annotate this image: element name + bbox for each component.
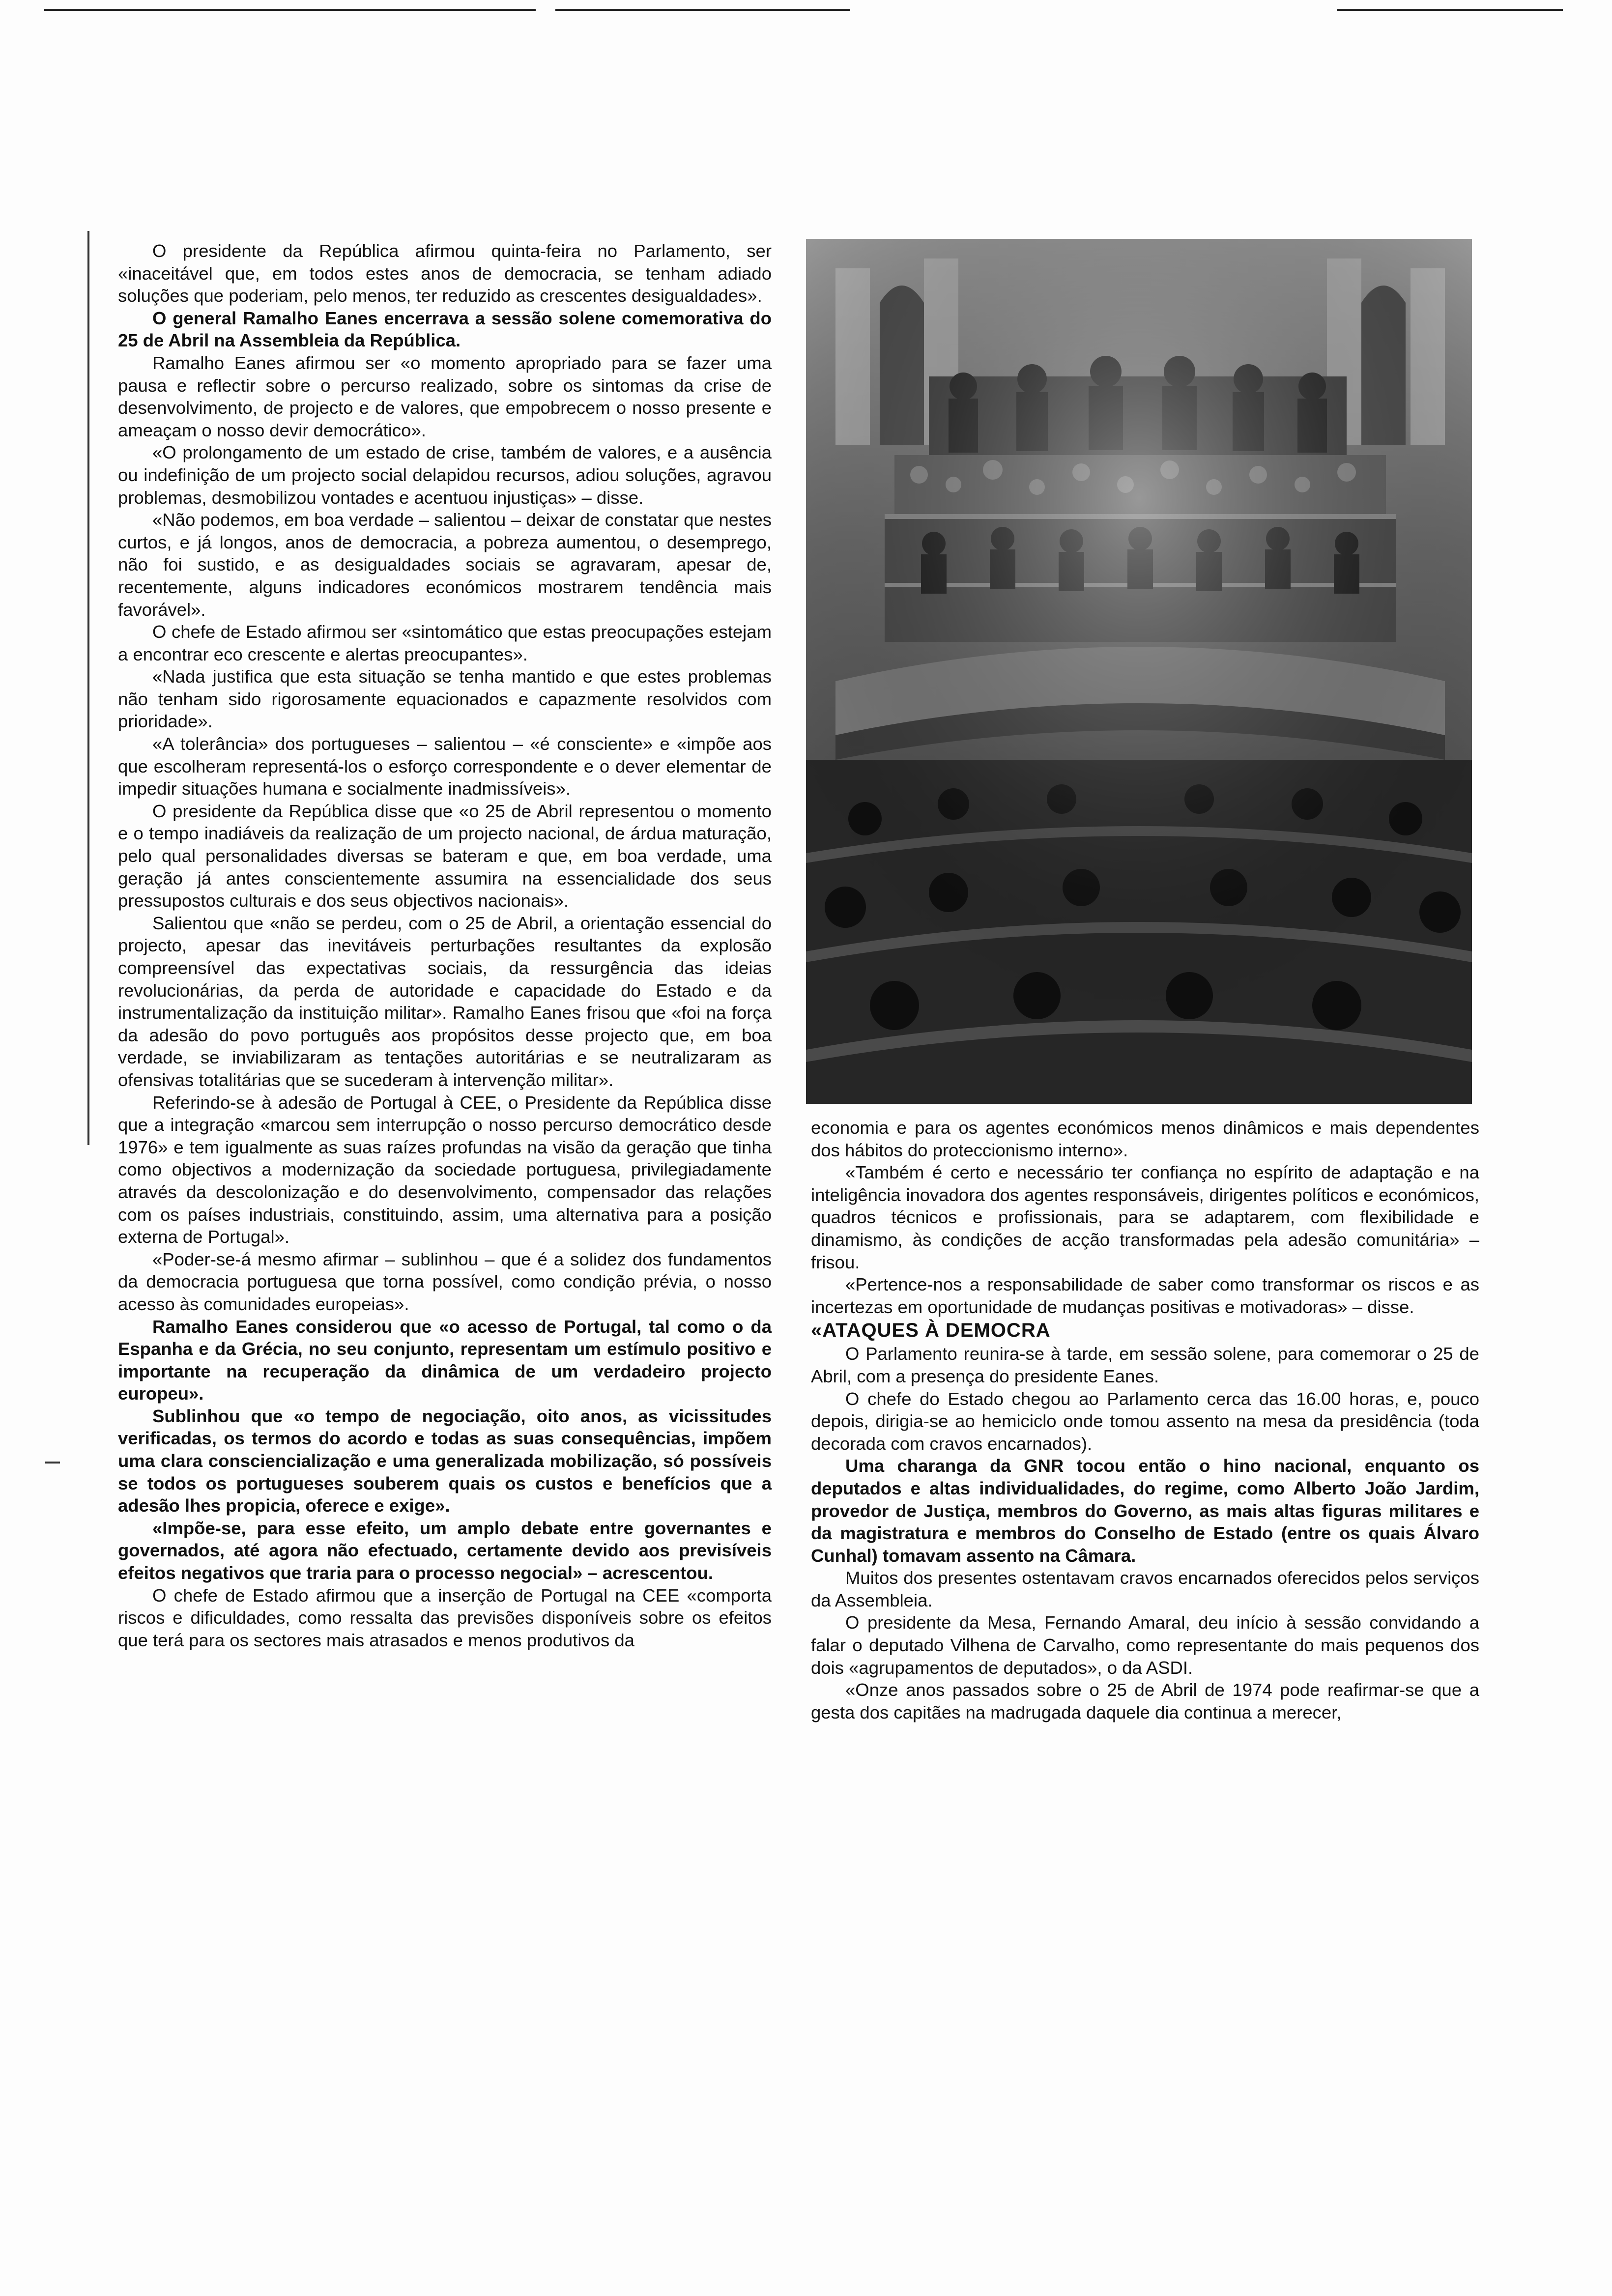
- article-paragraph: «Impõe-se, para esse efeito, um amplo debate entre governantes e governados, até agora não efectuado, certamente devido aos previsíveis efeitos negativos que traria para o processo negocial» – acrescentou.: [118, 1518, 772, 1583]
- parliament-chamber-photo: [806, 239, 1472, 1104]
- article-paragraph: O general Ramalho Eanes encerrava a sessão solene comemorativa do 25 de Abril na Assembleia da República.: [118, 308, 772, 351]
- scan-mark: [45, 1462, 60, 1464]
- scan-edge-line: [1337, 9, 1563, 11]
- article-paragraph: Muitos dos presentes ostentavam cravos encarnados oferecidos pelos serviços da Assembleia.: [811, 1568, 1479, 1610]
- article-right-column: [811, 1117, 1479, 1723]
- article-paragraph: Ramalho Eanes considerou que «o acesso de Portugal, tal como o da Espanha e da Grécia, no seu conjunto, representam um estímulo positivo e importante na recuperação da dinâmica de um verdadeiro projecto europeu».: [118, 1316, 772, 1404]
- article-paragraph: «Poder-se-á mesmo afirmar – sublinhou – que é a solidez dos fundamentos da democracia portuguesa que torna possível, como condição prévia, o nosso acesso às comunidades europeias».: [118, 1249, 772, 1314]
- article-paragraph: Ramalho Eanes afirmou ser «o momento apropriado para se fazer uma pausa e reflectir sobre o percurso realizado, sobre os sintomas da crise de desenvolvimento, de projecto e de valores, que empobrecem o nosso presente e ameaçam o nosso devir democrático».: [118, 352, 772, 440]
- article-paragraph: Sublinhou que «o tempo de negociação, oito anos, as vicissitudes verificadas, os termos do acordo e todas as suas consequências, impõem uma clara consciencialização e uma generalizada mobilização, só possíveis se todos os portugueses souberem quais os custos e benefícios que a adesão lhes propicia, oferece e exige».: [118, 1406, 772, 1516]
- scan-edge-line: [44, 9, 536, 11]
- article-paragraph: Uma charanga da GNR tocou então o hino nacional, enquanto os deputados e altas individualidades, do regime, como Alberto João Jardim, provedor de Justiça, membros do Governo, as mais altas figuras militares e da magistratura e membros do Conselho de Estado (entre os quais Álvaro Cunhal) tomavam assento na Câmara.: [811, 1456, 1479, 1566]
- article-paragraph: Referindo-se à adesão de Portugal à CEE, o Presidente da República disse que a integração «marcou sem interrupção o nosso percurso democrático desde 1976» e tem igualmente as suas raízes profundas na visão da geração que tinha como objectivos a modernização da sociedade portuguesa, privilegiadamente através da descolonização e do desenvolvimento, compensador das relações com os países industriais, constituindo, assim, uma alternativa para a posição externa de Portugal».: [118, 1092, 772, 1247]
- article-paragraph: O presidente da Mesa, Fernando Amaral, deu início à sessão convidando a falar o deputado Vilhena de Carvalho, como representante do mais pequenos dos dois «agrupamentos de deputados», o da ASDI.: [811, 1612, 1479, 1678]
- article-paragraph: economia e para os agentes económicos menos dinâmicos e mais dependentes dos hábitos do proteccionismo interno».: [811, 1118, 1479, 1160]
- article-left-column: [118, 240, 772, 1651]
- column-rule: [87, 231, 89, 1145]
- article-paragraph: «Não podemos, em boa verdade – salientou – deixar de constatar que nestes curtos, e já longos, anos de democracia, a pobreza aumentou, o desemprego, não foi sustido, e as desigualdades sociais se agravaram, apesar de, recentemente, alguns indicadores económicos mostrarem tendência mais favorável».: [118, 510, 772, 620]
- article-paragraph: «Pertence-nos a responsabilidade de saber como transformar os riscos e as incertezas em oportunidade de mudanças positivas e motivadoras» – disse.: [811, 1274, 1479, 1317]
- article-paragraph: «A tolerância» dos portugueses – salientou – «é consciente» e «impõe aos que escolheram representá-los o esforço correspondente e o dever elementar de impedir situações humana e socialmente inadmissíveis».: [118, 734, 772, 799]
- article-paragraph: «Nada justifica que esta situação se tenha mantido e que estes problemas não tenham sido rigorosamente equacionados e capazmente resolvidos com prioridade».: [118, 666, 772, 732]
- article-paragraph: «Também é certo e necessário ter confiança no espírito de adaptação e na inteligência inovadora dos agentes responsáveis, dirigentes políticos e económicos, quadros técnicos e profissionais, para se adaptarem, com flexibilidade e dinamismo, às condições de acção transformadas pela adesão comunitária» – frisou.: [811, 1162, 1479, 1272]
- article-paragraph: O chefe de Estado afirmou que a inserção de Portugal na CEE «comporta riscos e dificuldades, como ressalta das previsões disponíveis sobre os efeitos que terá para os sectores mais atrasados e menos produtivos da: [118, 1585, 772, 1650]
- scan-edge-line: [555, 9, 850, 11]
- article-paragraph: Salientou que «não se perdeu, com o 25 de Abril, a orientação essencial do projecto, apesar das inevitáveis perturbações resultantes da explosão compreensível das expectativas sociais, da ressurgência das ideias revolucionárias, da perda de autoridade e capacidade do Estado e da instrumentalização da instituição militar». Ramalho Eanes frisou que «foi na força da adesão do povo português aos propósitos desse projecto que, em boa verdade, se inviabilizaram as tentações autoritárias e se neutralizaram as ofensivas totalitárias que se sucederam à intervenção militar».: [118, 913, 772, 1090]
- article-paragraph: «Onze anos passados sobre o 25 de Abril de 1974 pode reafirmar-se que a gesta dos capitães na madrugada daquele dia continua a merecer,: [811, 1680, 1479, 1722]
- article-paragraph: O Parlamento reunira-se à tarde, em sessão solene, para comemorar o 25 de Abril, com a presença do presidente Eanes.: [811, 1344, 1479, 1386]
- article-paragraph: O presidente da República afirmou quinta-feira no Parlamento, ser «inaceitável que, em todos estes anos de democracia, se tenham adiado soluções que poderiam, pelo menos, ter reduzido as crescentes desigualdades».: [118, 241, 772, 306]
- section-heading: «ATAQUES À DEMOCRA: [811, 1320, 1051, 1342]
- article-paragraph: «O prolongamento de um estado de crise, também de valores, e a ausência ou indefinição de um projecto social delapidou recursos, adiou soluções, agravou problemas, desmobilizou vontades e acentuou injustiças» – disse.: [118, 442, 772, 508]
- article-paragraph: O chefe do Estado chegou ao Parlamento cerca das 16.00 horas, e, pouco depois, dirigia-se ao hemiciclo onde tomou assento na mesa da presidência (toda decorada com cravos encarnados).: [811, 1388, 1479, 1454]
- article-paragraph: O presidente da República disse que «o 25 de Abril representou o momento e o tempo inadiáveis da realização de um projecto nacional, de árdua maturação, pelo qual personalidades diversas se bateram e que, em boa verdade, uma geração já antes conscientemente assumira na essencialidade dos seus pressupostos culturais e dos seus objectivos nacionais».: [118, 801, 772, 911]
- article-paragraph: O chefe de Estado afirmou ser «sintomático que estas preocupações estejam a encontrar eco crescente e alertas preocupantes».: [118, 622, 772, 664]
